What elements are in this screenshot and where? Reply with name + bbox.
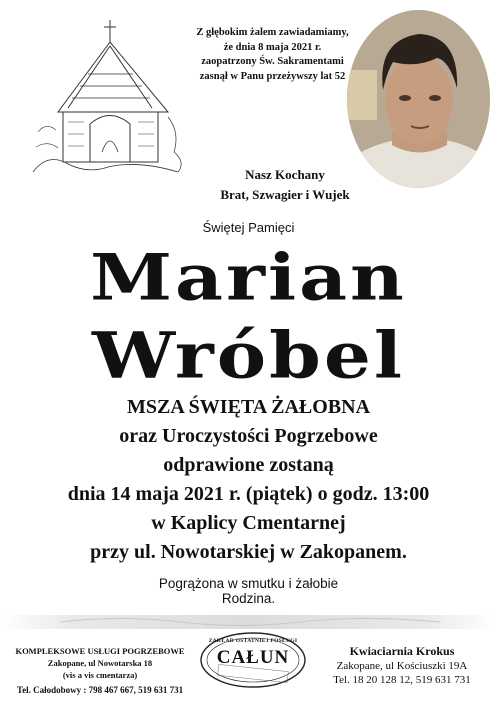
logo-name: CAŁUN [216,647,290,668]
services-address: Zakopane, ul Nowotarska 18 [47,658,153,668]
chapel-sketch [28,12,188,177]
family-line: Pogrążona w smutku i żałobie [158,576,339,591]
florist-address: Zakopane, ul Kościuszki 19A [336,659,468,672]
intro-line: Z głębokim żalem zawiadamiamy, [196,27,349,38]
funeral-details [0,393,497,567]
funeral-line: odprawione zostaną [163,454,334,476]
florist-name: Kwiaciarnia Krokus [349,644,455,658]
memory-heading: Świętej Pamięci [202,220,295,235]
services-note: (vis a vis cmentarza) [62,670,138,680]
family-line: Rodzina. [221,591,276,606]
funeral-line: MSZA ŚWIĘTA ŻAŁOBNA [126,396,371,418]
florist-info [312,644,492,688]
last-name: Wróbel [91,319,406,393]
funeral-line: w Kaplicy Cmentarnej [151,512,346,534]
services-phone: Tel. Całodobowy : 798 467 667, 519 631 731 [16,685,184,695]
first-name: Marian [90,241,407,315]
intro-line: zaopatrzony Św. Sakramentami [201,56,344,67]
funeral-services-info [6,645,194,696]
relation-line: Nasz Kochany [245,167,325,182]
florist-phone: Tel. 18 20 128 12, 519 631 731 [333,674,471,686]
death-notice-text [180,26,365,84]
intro-line: zasnął w Panu przeżywszy lat 52 [199,70,346,82]
family-signature [0,576,497,606]
portrait-photo [347,10,490,188]
services-title: KOMPLEKSOWE USŁUGI POGRZEBOWE [15,646,185,656]
intro-line: że dnia 8 maja 2021 r. [223,41,322,53]
logo-top-text: ZAKŁAD OSTATNIEJ POSŁUGI [208,638,298,644]
calun-logo [198,630,308,690]
relation-text [190,165,380,205]
funeral-line: przy ul. Nowotarskiej w Zakopanem. [90,541,407,563]
relation-line: Brat, Szwagier i Wujek [220,187,350,202]
funeral-line: oraz Uroczystości Pogrzebowe [119,425,378,447]
funeral-line: dnia 14 maja 2021 r. (piątek) o godz. 13:00 [67,483,430,505]
